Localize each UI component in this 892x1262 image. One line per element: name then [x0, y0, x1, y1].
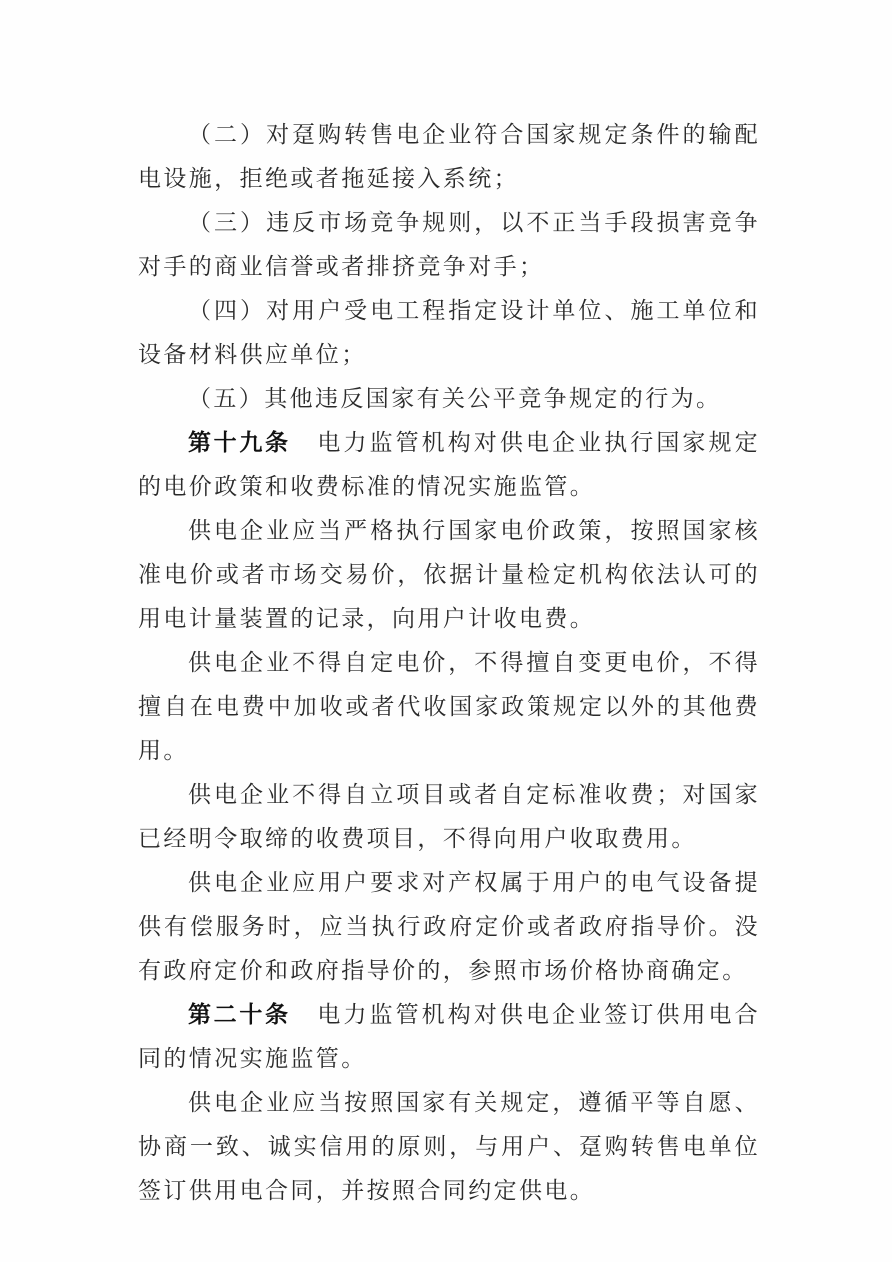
- document-body: [138, 113, 760, 1213]
- article-20: [138, 993, 760, 1081]
- paragraph-text: （四）对用户受电工程指定设计单位、施工单位和设备材料供应单位；: [138, 298, 760, 368]
- paragraph-paid-service: [138, 861, 760, 993]
- paragraph-text: （二）对趸购转售电企业符合国家规定条件的输配电设施，拒绝或者拖延接入系统；: [138, 122, 760, 192]
- paragraph-text: 电力监管机构对供电企业签订供用电合同的情况实施监管。: [138, 1002, 760, 1072]
- paragraph-item-5: [138, 377, 760, 421]
- paragraph-no-self-fees: [138, 773, 760, 861]
- paragraph-text: （三）违反市场竞争规则，以不正当手段损害竞争对手的商业信誉或者排挤竞争对手；: [138, 210, 760, 280]
- paragraph-item-3: [138, 201, 760, 289]
- paragraph-text: 供电企业应当按照国家有关规定，遵循平等自愿、协商一致、诚实信用的原则，与用户、趸购转售电单位签订供用电合同，并按照合同约定供电。: [138, 1090, 760, 1204]
- paragraph-item-4: [138, 289, 760, 377]
- article-number: 第二十条: [188, 1002, 291, 1028]
- article-19: [138, 421, 760, 509]
- paragraph-text: 供电企业应用户要求对产权属于用户的电气设备提供有偿服务时，应当执行政府定价或者政府指导价。没有政府定价和政府指导价的，参照市场价格协商确定。: [138, 870, 760, 984]
- paragraph-text: 电力监管机构对供电企业执行国家规定的电价政策和收费标准的情况实施监管。: [138, 430, 760, 500]
- paragraph-item-2: [138, 113, 760, 201]
- paragraph-text: 供电企业不得自定电价，不得擅自变更电价，不得擅自在电费中加收或者代收国家政策规定以外的其他费用。: [138, 650, 760, 764]
- paragraph-text: 供电企业不得自立项目或者自定标准收费；对国家已经明令取缔的收费项目，不得向用户收取费用。: [138, 782, 760, 852]
- paragraph-price-policy: [138, 509, 760, 641]
- paragraph-text: （五）其他违反国家有关公平竞争规定的行为。: [188, 386, 722, 412]
- paragraph-no-self-pricing: [138, 641, 760, 773]
- paragraph-text: 供电企业应当严格执行国家电价政策，按照国家核准电价或者市场交易价，依据计量检定机构依法认可的用电计量装置的记录，向用户计收电费。: [138, 518, 760, 632]
- paragraph-supply-contract: [138, 1081, 760, 1213]
- article-number: 第十九条: [188, 430, 291, 456]
